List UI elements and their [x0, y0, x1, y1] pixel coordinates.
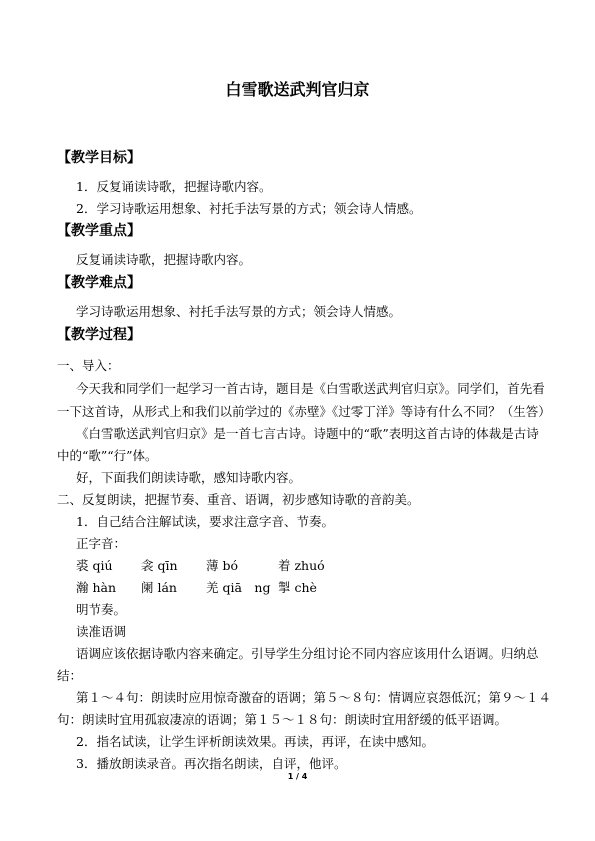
pinyin-entry: 瀚 hàn	[76, 580, 117, 595]
heading-process: 【教学过程】	[57, 327, 141, 343]
heading-difficulty: 【教学难点】	[57, 275, 141, 291]
pinyin-entry: 阑 lán	[141, 580, 177, 595]
reading-label: 二、反复朗读，把握节奏、重音、语调，初步感知诗歌的音韵美。	[57, 492, 420, 507]
pinyin-row-2	[76, 578, 317, 596]
intro-paragraph-3: 好，下面我们朗读诗歌，感知诗歌内容。	[76, 470, 302, 485]
goal-item-1: 1．反复诵读诗歌，把握诗歌内容。	[76, 179, 272, 194]
pinyin-row-1	[76, 556, 325, 574]
pinyin-entry: 裘 qiú	[76, 558, 113, 573]
tone-paragraph-line-2: 结：	[57, 668, 83, 683]
heading-focus: 【教学重点】	[57, 223, 141, 239]
focus-text: 反复诵读诗歌，把握诗歌内容。	[76, 252, 252, 267]
pinyin-entry: 掣 chè	[278, 580, 317, 595]
pinyin-entry: 着 zhuó	[278, 558, 325, 573]
zhengziyin-label: 正字音：	[76, 536, 127, 551]
pinyin-entry: 薄 bó	[206, 558, 239, 573]
reading-step-2: 2．指名试读，让学生评析朗读效果。再读，再评，在读中感知。	[76, 734, 434, 749]
page-title: 白雪歌送武判官归京	[225, 80, 370, 99]
page-number: 1 / 4	[287, 772, 308, 781]
pinyin-entry: 衾 qīn	[141, 558, 178, 573]
goal-item-2: 2．学习诗歌运用想象、衬托手法写景的方式；领会诗人情感。	[76, 201, 422, 216]
intro-paragraph-1-line-2: 一下这首诗，从形式上和我们以前学过的《赤壁》《过零丁洋》等诗有什么不同？（生答）	[57, 404, 551, 419]
duzhunyudiao-label: 读准语调	[76, 624, 127, 639]
pinyin-entry: 羌 qiā ng	[206, 580, 271, 595]
intro-paragraph-1-line-1: 今天我和同学们一起学习一首古诗，题目是《白雪歌送武判官归京》。同学们，首先看	[76, 381, 545, 396]
intro-label: 一、导入：	[57, 358, 120, 373]
intro-paragraph-2-line-2: 中的“歌”“行”体。	[57, 448, 158, 463]
intro-paragraph-2-line-1: 《白雪歌送武判官归京》是一首七言古诗。诗题中的“歌”表明这首古诗的体裁是古诗	[76, 426, 539, 441]
tone-detail-line-2: 句：朗读时宜用孤寂凄凉的语调；第１５～１８句：朗读时宜用舒缓的低平语调。	[57, 712, 508, 727]
difficulty-text: 学习诗歌运用想象、衬托手法写景的方式；领会诗人情感。	[76, 304, 402, 319]
reading-step-3: 3．播放朗读录音。再次指名朗读，自评，他评。	[76, 756, 347, 771]
heading-goals: 【教学目标】	[57, 150, 141, 166]
tone-paragraph-line-1: 语调应该依据诗歌内容来确定。引导学生分组讨论不同内容应该用什么语调。归纳总	[76, 646, 539, 661]
reading-step-1: 1．自己结合注解试读，要求注意字音、节奏。	[76, 514, 334, 529]
mingjiezou-label: 明节奏。	[76, 602, 127, 617]
tone-detail-line-1: 第１～４句：朗读时应用惊奇激奋的语调；第５～８句：情调应哀怨低沉；第９～１４	[76, 690, 552, 705]
